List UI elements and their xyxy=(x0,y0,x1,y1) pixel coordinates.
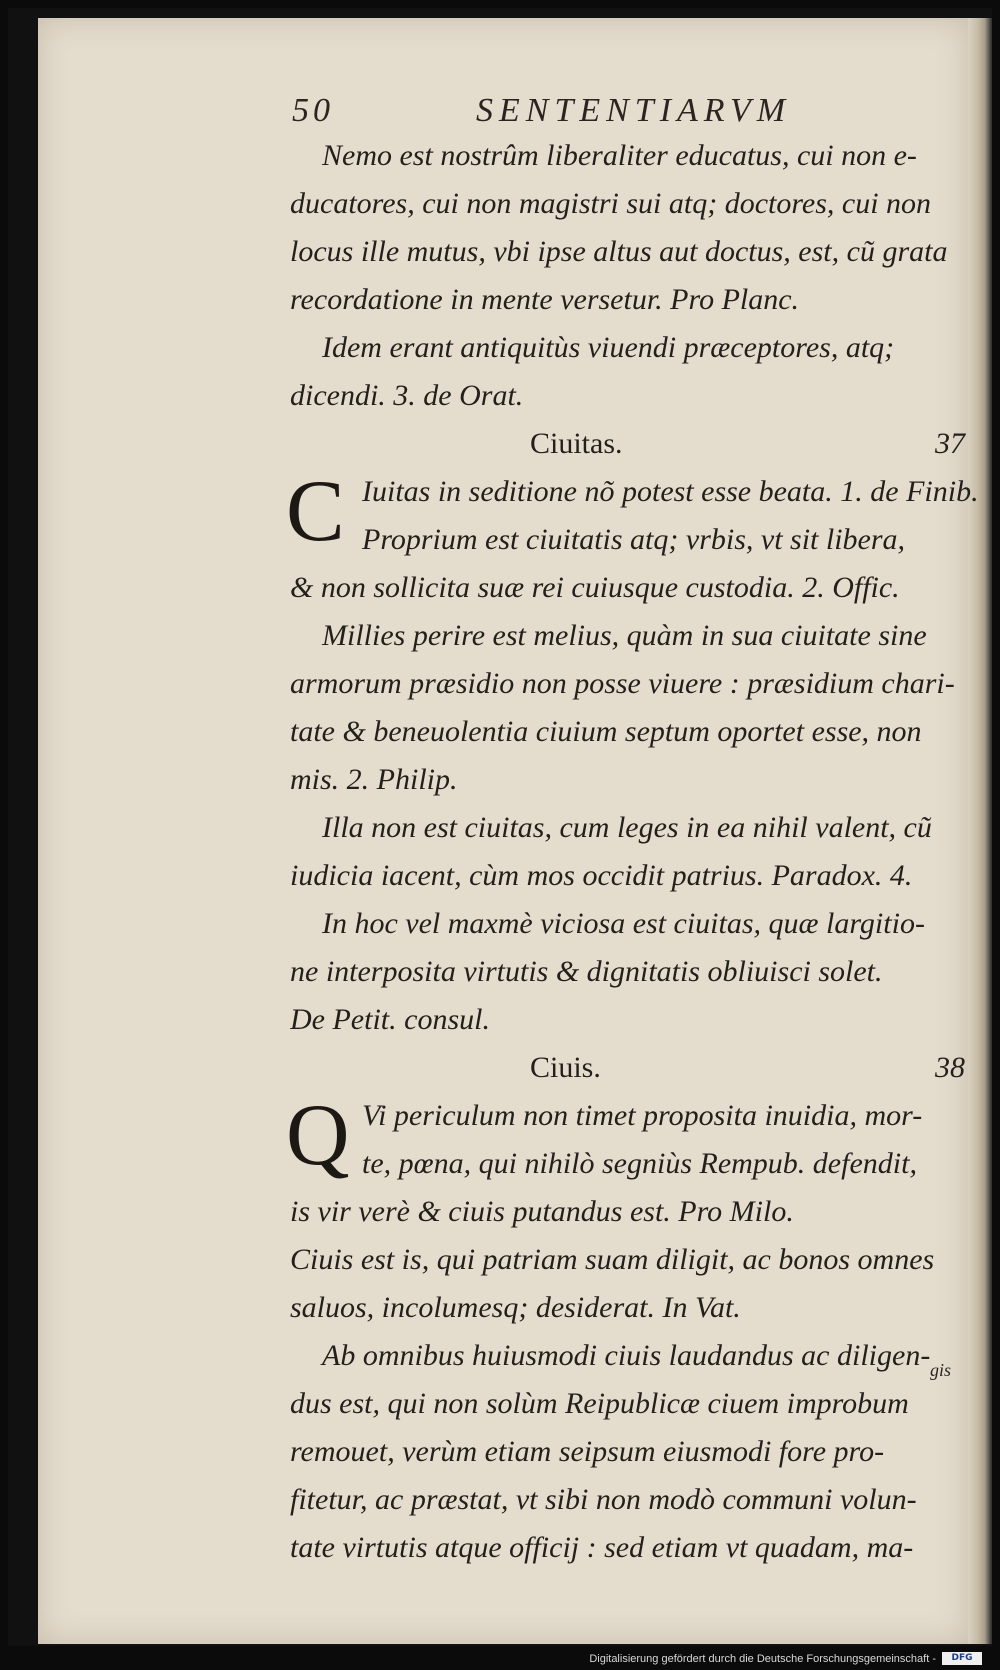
text-line: Ciuis est is, qui patriam suam diligit, ac bonos omnes xyxy=(290,1243,935,1276)
paragraph xyxy=(290,1236,980,1332)
text-line: Illa non est ciuitas, cum leges in ea nihil valent, cũ xyxy=(322,811,932,844)
section-heading xyxy=(290,420,980,468)
text-line: te, pœna, qui nihilò segniùs Rempub. defendit, xyxy=(362,1147,917,1180)
running-head xyxy=(292,92,832,132)
catchword: gis xyxy=(930,1360,952,1380)
text-line: armorum præsidio non posse viuere : præsidium chari- xyxy=(290,667,955,700)
heading-number: 38 xyxy=(935,1051,965,1084)
text-line: iudicia iacent, cùm mos occidit patrius. Paradox. 4. xyxy=(290,859,913,892)
text-line: recordatione in mente versetur. Pro Planc. xyxy=(290,283,800,316)
text-line: is vir verè & ciuis putandus est. Pro Milo. xyxy=(290,1195,794,1228)
paragraph xyxy=(290,1332,980,1572)
paragraph xyxy=(290,324,980,420)
text-line: Ab omnibus huiusmodi ciuis laudandus ac diligen- xyxy=(322,1339,931,1372)
text-line: Iuitas in seditione nõ potest esse beata. 1. de Finib. xyxy=(362,475,979,508)
page-number: 50 xyxy=(292,92,334,129)
paragraph xyxy=(290,132,980,324)
dfg-logo: DFG xyxy=(942,1652,982,1665)
footer-credit: Digitalisierung gefördert durch die Deutsche Forschungsgemeinschaft - xyxy=(589,1653,936,1665)
section-intro xyxy=(290,132,980,420)
paragraph xyxy=(286,1087,980,1236)
footer-bar xyxy=(0,1648,1000,1670)
heading-number: 37 xyxy=(935,427,965,460)
text-line: fitetur, ac præstat, vt sibi non modò communi volun- xyxy=(290,1483,917,1516)
text-line: dus est, qui non solùm Reipublicæ ciuem improbum xyxy=(290,1387,909,1420)
text-line: mis. 2. Philip. xyxy=(290,763,458,796)
text-line: saluos, incolumesq; desiderat. In Vat. xyxy=(290,1291,741,1324)
text-line: remouet, verùm etiam seipsum eiusmodi fore pro- xyxy=(290,1435,885,1468)
text-line: Idem erant antiquitùs viuendi præceptores, atq; xyxy=(322,331,895,364)
running-title: SENTENTIARVM xyxy=(476,92,792,129)
drop-cap: C xyxy=(286,463,345,560)
text-line: tate & beneuolentia ciuium septum oportet esse, non xyxy=(290,715,922,748)
text-block xyxy=(286,132,980,1572)
paragraph xyxy=(290,612,980,804)
text-line: De Petit. consul. xyxy=(290,1003,490,1036)
text-line: & non sollicita suæ rei cuiusque custodia. 2. Offic. xyxy=(290,571,900,604)
text-line: locus ille mutus, vbi ipse altus aut doctus, est, cũ grata xyxy=(290,235,948,268)
paragraph xyxy=(286,463,980,612)
text-line: Vi periculum non timet proposita inuidia, mor- xyxy=(362,1099,923,1132)
text-line: ne interposita virtutis & dignitatis obliuisci solet. xyxy=(290,955,883,988)
text-line: tate virtutis atque officij : sed etiam vt quadam, ma- xyxy=(290,1531,914,1564)
section-ciuitas xyxy=(286,420,980,1044)
text-line: Millies perire est melius, quàm in sua ciuitate sine xyxy=(322,619,927,652)
text-line: dicendi. 3. de Orat. xyxy=(290,379,524,412)
paragraph xyxy=(290,900,980,1044)
paragraph xyxy=(290,804,980,900)
section-ciuis xyxy=(286,1044,980,1572)
text-line: In hoc vel maxmè viciosa est ciuitas, quæ largitio- xyxy=(322,907,925,940)
heading-text: Ciuis. xyxy=(530,1051,601,1084)
section-heading xyxy=(290,1044,980,1092)
text-line: Proprium est ciuitatis atq; vrbis, vt sit libera, xyxy=(362,523,906,556)
drop-cap: Q xyxy=(286,1087,350,1184)
heading-text: Ciuitas. xyxy=(530,427,623,460)
text-line: ducatores, cui non magistri sui atq; doctores, cui non xyxy=(290,187,932,220)
text-line: Nemo est nostrûm liberaliter educatus, cui non e- xyxy=(322,139,917,172)
